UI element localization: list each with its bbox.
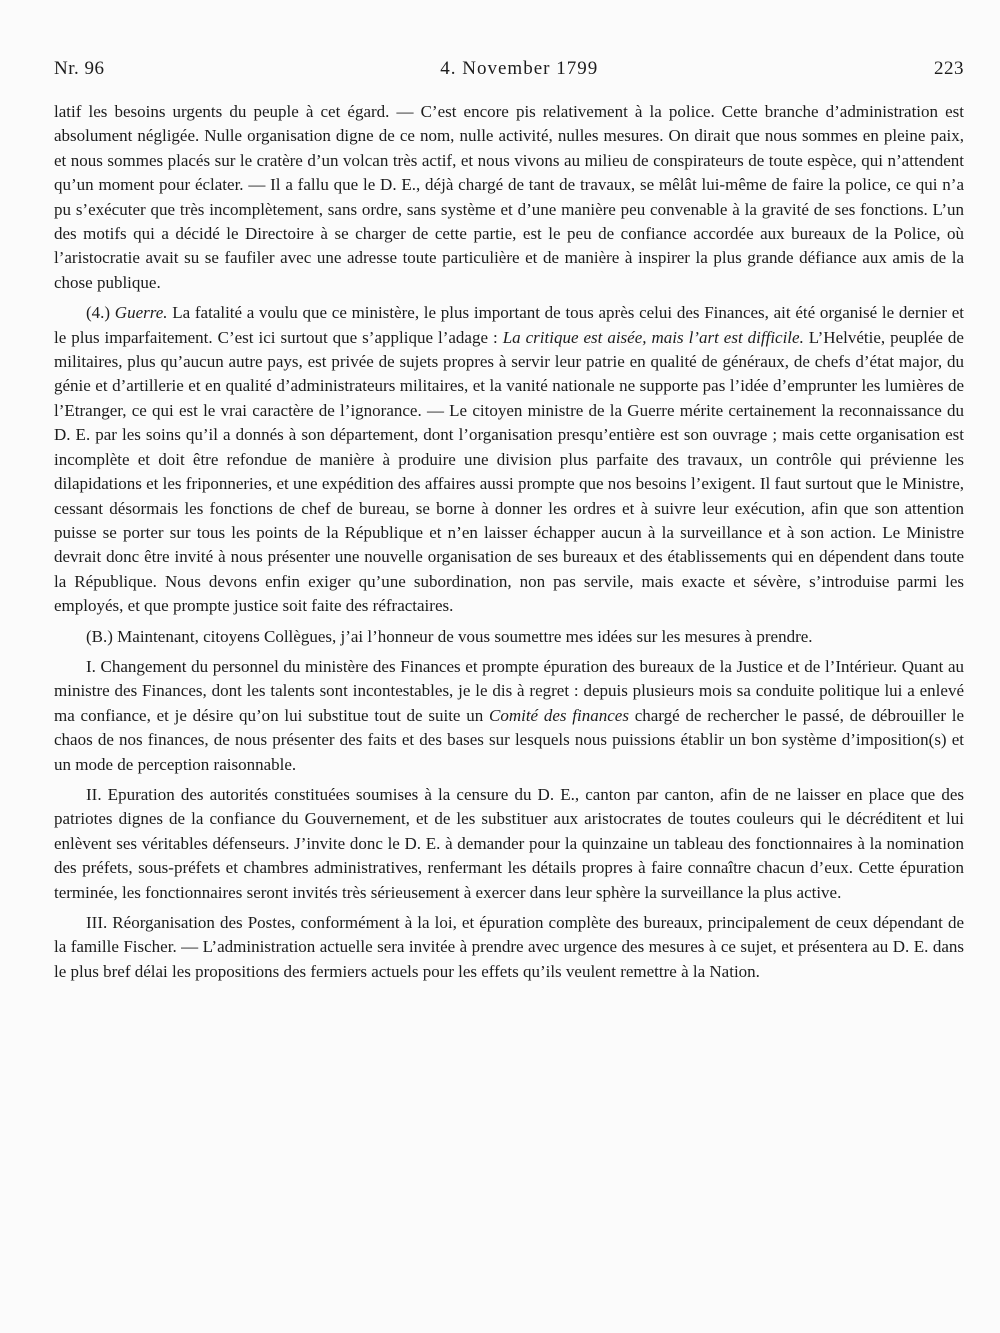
text-segment: II. Epuration des autorités constituées soumises à la censure du D. E., canton par canton, afin de ne laisser en place que des patriotes dignes de la confiance du Gouvernement, et de les substituer aux aristocrates de toutes couleurs qui le décréditent et lui enlèvent ses véritables défenseurs. J’invite donc le D. E. à demander pour la quinzaine un tableau des fonctionnaires à la nomination des préfets, sous-préfets et chambres administratives, renfermant les détails propres à faire connaître chacun d’eux. Cette épuration terminée, les fonctionnaires seront invités très sérieusement à exercer dans leur sphère la surveillance la plus active.	[54, 784, 964, 902]
paragraph-mesure-1	[54, 655, 964, 777]
text-segment: latif les besoins urgents du peuple à cet égard. — C’est encore pis relativement à la police. Cette branche d’administration est absolument négligée. Nulle organisation digne de ce nom, nulle activité, nulles mesures. On dirait que nous sommes en pleine paix, et nous sommes placés sur le cratère d’un volcan très actif, et nous vivons au milieu de conspirateurs de toute espèce, qui n’attendent qu’un moment pour éclater. — Il a fallu que le D. E., déjà chargé de tant de travaux, se mêlât lui-même de faire la police, ce qui n’a pu s’exécuter que très incomplètement, sans ordre, sans système et d’une manière peu convenable à la gravité de ses fonctions. L’un des motifs qui a décidé le Directoire à se charger de cette partie, est le peu de confiance accordée aux bureaux de la Police, où l’aristocratie avait su se faufiler avec une adresse toute particulière et de manière à inspirer la plus grande défiance aux amis de la chose publique.	[54, 102, 964, 292]
document-number: Nr. 96	[54, 58, 105, 79]
paragraph-mesures-intro	[54, 625, 964, 649]
text-segment: (B.) Maintenant, citoyens Collègues, j’ai l’honneur de vous soumettre mes idées sur les mesures à prendre.	[86, 626, 813, 646]
paragraph-mesure-3	[54, 911, 964, 984]
page-number: 223	[933, 58, 964, 79]
paragraph-guerre	[54, 301, 964, 618]
italic-text-segment: Guerre.	[114, 303, 168, 323]
body-text	[54, 100, 964, 984]
italic-text-segment: Comité des finances	[489, 705, 629, 725]
italic-text-segment: La critique est aisée, mais l’art est difficile.	[502, 327, 804, 347]
document-page	[54, 58, 964, 984]
text-segment: L’Helvétie, peuplée de militaires, plus qu’aucun autre pays, est privée de sujets propres à servir leur patrie en qualité de généraux, de chefs d’état major, du génie et d’artillerie et en qualité d’administrateurs militaires, et la vanité nationale ne supporte pas l’idée d’emprunter les lumières de l’Etranger, ce qui est le vrai caractère de l’ignorance. — Le citoyen ministre de la Guerre mérite certainement la reconnaissance du D. E. par les soins qu’il a donnés à son département, dont l’organisation presqu’entière est son ouvrage ; mais cette organisation est incomplète et doit être refondue de manière à produire une division plus parfaite des travaux, un contrôle qui prévienne les dilapidations et les friponneries, et une expédition des affaires aussi prompte que nos besoins l’exigent. Il faut surtout que le Ministre, cessant désormais les fonctions de chef de bureau, se borne à donner les ordres et à suivre leur exécution, afin que son attention puisse se porter sur tous les points de la République et n’en laisser échapper aucun à la surveillance et à son action. Le Ministre devrait donc être invité à nous présenter une nouvelle organisation de ses bureaux et des établissements qui en dépendent dans toute la République. Nous devons enfin exiger qu’une subordination, non pas servile, mais exacte et sévère, s’introduise parmi les employés, et que prompte justice soit faite des réfractaires.	[54, 327, 964, 616]
paragraph-mesure-2	[54, 783, 964, 905]
text-segment: (4.)	[86, 303, 115, 323]
page-header	[54, 58, 964, 88]
text-segment: III. Réorganisation des Postes, conformément à la loi, et épuration complète des bureaux, principalement de ceux dépendant de la famille Fischer. — L’administration actuelle sera invitée à prendre avec urgence des mesures à ce sujet, et présentera au D. E. dans le plus bref délai les propositions des fermiers actuels pour les effets qu’ils veulent remettre à la Nation.	[54, 913, 964, 981]
text-segment: La fatalité a voulu que ce ministère, le plus important de tous après celui des Finances, ait été organisé le dernier et le plus imparfaitement. C’est ici surtout que s’applique l’adage :	[54, 303, 964, 347]
text-segment: chargé de rechercher le passé, de débrouiller le chaos de nos finances, de nous présenter des faits et des bases sur lesquels nous puissions établir un bon système d’imposition(s) et un mode de perception raisonnable.	[54, 705, 965, 774]
paragraph-police	[54, 100, 964, 295]
header-date: 4. November 1799	[440, 58, 599, 79]
text-segment: I. Changement du personnel du ministère des Finances et prompte épuration des bureaux de la Justice et de l’Intérieur. Quant au ministre des Finances, dont les talents sont incontestables, je le dis à regret : depuis plusieurs mois sa conduite politique lui a enlevé ma confiance, et je désire qu’on lui substitue tout de suite un	[54, 656, 964, 725]
